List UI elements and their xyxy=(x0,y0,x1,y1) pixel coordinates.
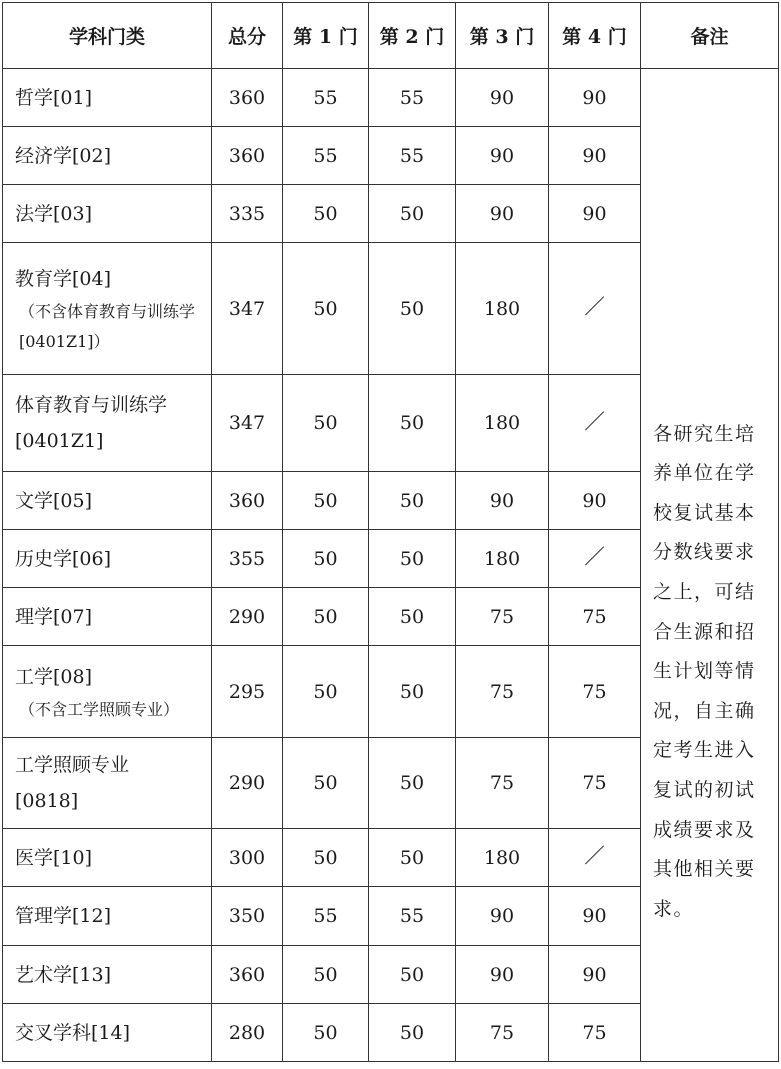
second-score: 55 xyxy=(369,69,456,127)
second-score: 50 xyxy=(369,946,456,1004)
total-score: 290 xyxy=(212,588,283,646)
subject-name: 教育学[04] xyxy=(15,267,112,290)
fourth-score: 75 xyxy=(549,738,641,829)
first-score: 50 xyxy=(283,530,369,588)
subject-cell xyxy=(3,829,212,887)
fourth-score: 75 xyxy=(549,646,641,738)
total-score: 290 xyxy=(212,738,283,829)
first-score: 55 xyxy=(283,887,369,946)
second-score: 50 xyxy=(369,588,456,646)
second-score: 50 xyxy=(369,829,456,887)
score-line-table xyxy=(2,2,779,1062)
total-score: 355 xyxy=(212,530,283,588)
fourth-score: 90 xyxy=(549,946,641,1004)
second-score: 50 xyxy=(369,530,456,588)
subject-cell xyxy=(3,588,212,646)
first-score: 55 xyxy=(283,69,369,127)
fourth-score: 90 xyxy=(549,185,641,243)
header-row xyxy=(3,3,779,69)
fourth-not-applicable xyxy=(549,530,641,588)
subject-cell xyxy=(3,375,212,472)
fourth-score: 90 xyxy=(549,127,641,185)
slash-mark xyxy=(585,844,605,866)
third-score: 180 xyxy=(456,530,549,588)
subject-name: 管理学[12] xyxy=(15,905,112,927)
third-score: 90 xyxy=(456,887,549,946)
first-score: 50 xyxy=(283,375,369,472)
subject-name: 哲学[01] xyxy=(15,86,93,109)
subject-name: 艺术学[13] xyxy=(15,963,112,986)
third-score: 75 xyxy=(456,588,549,646)
fourth-score: 90 xyxy=(549,472,641,530)
second-score: 50 xyxy=(369,472,456,530)
third-score: 180 xyxy=(456,375,549,472)
slash-mark xyxy=(585,295,605,317)
third-score: 75 xyxy=(456,738,549,829)
subject-name: 工学[08] xyxy=(15,665,93,688)
subject-cell xyxy=(3,243,212,375)
subject-name: 工学照顾专业 xyxy=(15,754,130,776)
total-score: 280 xyxy=(212,1004,283,1062)
subject-cell xyxy=(3,646,212,738)
first-score: 50 xyxy=(283,829,369,887)
first-score: 50 xyxy=(283,1004,369,1062)
first-score: 50 xyxy=(283,946,369,1004)
total-score: 360 xyxy=(212,127,283,185)
table-body xyxy=(3,69,779,1062)
header-remark: 备注 xyxy=(641,3,779,69)
subject-cell xyxy=(3,738,212,829)
total-score: 347 xyxy=(212,375,283,472)
third-score: 90 xyxy=(456,946,549,1004)
second-score: 50 xyxy=(369,738,456,829)
third-score: 180 xyxy=(456,243,549,375)
second-score: 50 xyxy=(369,375,456,472)
subject-code: [0401Z1] xyxy=(15,430,104,452)
fourth-not-applicable xyxy=(549,243,641,375)
fourth-not-applicable xyxy=(549,829,641,887)
subject-name: 法学[03] xyxy=(15,202,93,225)
table-row xyxy=(3,69,779,127)
first-score: 50 xyxy=(283,185,369,243)
total-score: 360 xyxy=(212,472,283,530)
subject-note: （不含体育教育与训练学[0401Z1]） xyxy=(19,301,196,351)
first-score: 50 xyxy=(283,588,369,646)
subject-name: 医学[10] xyxy=(15,846,93,869)
first-score: 50 xyxy=(283,646,369,738)
subject-note: （不含工学照顾专业） xyxy=(19,699,180,719)
header-third: 第 3 门 xyxy=(456,3,549,69)
third-score: 90 xyxy=(456,69,549,127)
subject-cell xyxy=(3,887,212,946)
fourth-score: 90 xyxy=(549,887,641,946)
subject-name: 交叉学科[14] xyxy=(15,1021,131,1044)
first-score: 50 xyxy=(283,472,369,530)
first-score: 50 xyxy=(283,243,369,375)
third-score: 180 xyxy=(456,829,549,887)
second-score: 50 xyxy=(369,243,456,375)
fourth-score: 75 xyxy=(549,1004,641,1062)
total-score: 350 xyxy=(212,887,283,946)
subject-cell xyxy=(3,1004,212,1062)
subject-name: 经济学[02] xyxy=(15,144,112,167)
subject-name: 历史学[06] xyxy=(15,547,112,570)
subject-cell xyxy=(3,127,212,185)
fourth-not-applicable xyxy=(549,375,641,472)
subject-cell xyxy=(3,185,212,243)
subject-name: 体育教育与训练学 xyxy=(15,394,168,416)
third-score: 75 xyxy=(456,646,549,738)
header-total: 总分 xyxy=(212,3,283,69)
second-score: 55 xyxy=(369,887,456,946)
subject-cell xyxy=(3,69,212,127)
total-score: 300 xyxy=(212,829,283,887)
second-score: 50 xyxy=(369,185,456,243)
slash-mark xyxy=(585,410,605,432)
third-score: 90 xyxy=(456,472,549,530)
fourth-score: 75 xyxy=(549,588,641,646)
remark-cell: 各研究生培养单位在学校复试基本分数线要求之上，可结合生源和招生计划等情况，自主确定考生进入复试的初试成绩要求及其他相关要求。 xyxy=(641,69,779,1062)
total-score: 347 xyxy=(212,243,283,375)
subject-cell xyxy=(3,946,212,1004)
fourth-score: 90 xyxy=(549,69,641,127)
third-score: 75 xyxy=(456,1004,549,1062)
subject-cell xyxy=(3,472,212,530)
second-score: 50 xyxy=(369,646,456,738)
total-score: 360 xyxy=(212,946,283,1004)
total-score: 335 xyxy=(212,185,283,243)
subject-code: [0818] xyxy=(15,790,79,812)
third-score: 90 xyxy=(456,127,549,185)
second-score: 50 xyxy=(369,1004,456,1062)
slash-mark xyxy=(585,545,605,567)
second-score: 55 xyxy=(369,127,456,185)
first-score: 55 xyxy=(283,127,369,185)
subject-name: 文学[05] xyxy=(15,489,93,512)
header-first: 第 1 门 xyxy=(283,3,369,69)
total-score: 295 xyxy=(212,646,283,738)
first-score: 50 xyxy=(283,738,369,829)
header-fourth: 第 4 门 xyxy=(549,3,641,69)
subject-name: 理学[07] xyxy=(15,605,93,628)
header-second: 第 2 门 xyxy=(369,3,456,69)
total-score: 360 xyxy=(212,69,283,127)
subject-cell xyxy=(3,530,212,588)
header-subject: 学科门类 xyxy=(3,3,212,69)
third-score: 90 xyxy=(456,185,549,243)
